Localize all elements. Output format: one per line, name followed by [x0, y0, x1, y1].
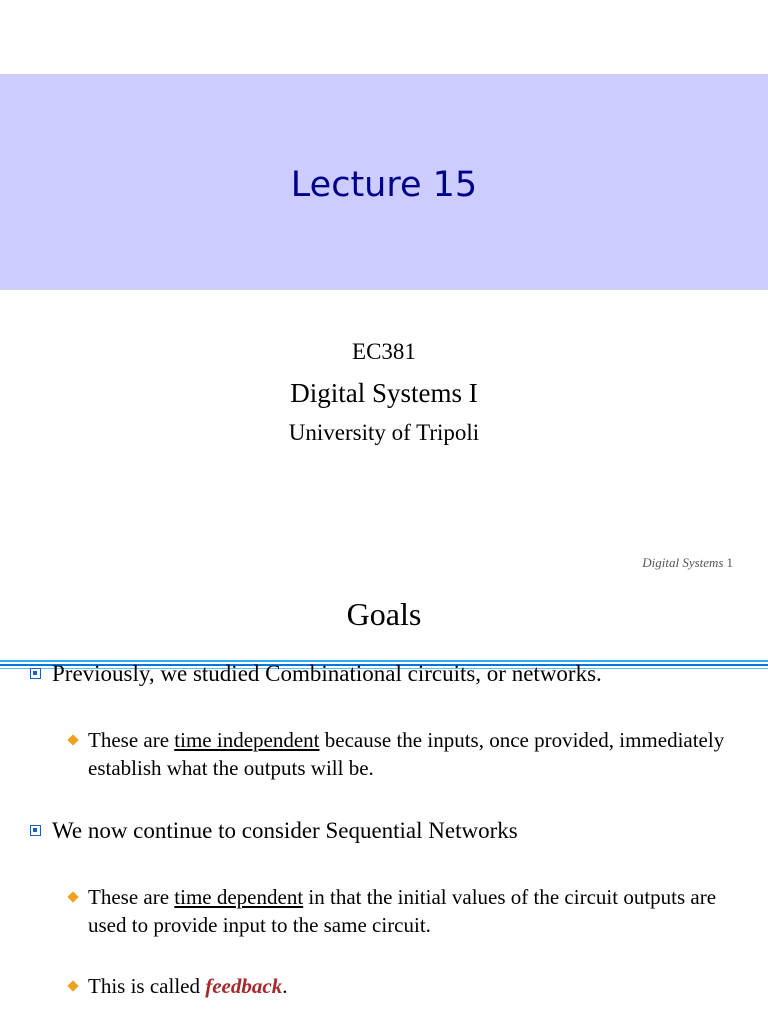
diamond-bullet-icon — [67, 734, 78, 745]
goal-item-text: We now continue to consider Sequential Networks — [52, 818, 518, 843]
goal-subitem-1-1 — [66, 726, 726, 782]
lecture-title: Lecture 15 — [290, 165, 478, 205]
slide-footer — [642, 554, 733, 572]
footer-page-number: 1 — [726, 555, 733, 570]
underlined-term: time independent — [174, 728, 320, 752]
emphasis-term: feedback — [205, 974, 283, 998]
goal-subitem-text: These are time dependent in that the initial values of the circuit outputs are used to provide input to the same circuit. — [88, 885, 717, 937]
goal-subitem-text: This is called feedback. — [88, 974, 288, 998]
goal-item-1 — [30, 660, 602, 688]
underlined-term: time dependent — [174, 885, 304, 909]
university-name: University of Tripoli — [288, 420, 480, 445]
course-code: EC381 — [352, 339, 416, 364]
goal-item-text: Previously, we studied Combinational circuits, or networks. — [52, 661, 602, 686]
course-name: Digital Systems I — [290, 378, 478, 408]
footer-label: Digital Systems — [642, 555, 724, 570]
goal-item-2 — [30, 817, 518, 845]
goal-subitem-2-1 — [66, 883, 726, 939]
goal-subitem-text: These are time independent because the inputs, once provided, immediately establish what the outputs will be. — [88, 728, 725, 780]
diamond-bullet-icon — [67, 980, 78, 991]
square-bullet-icon — [30, 668, 41, 679]
square-bullet-icon — [30, 825, 41, 836]
goals-heading: Goals — [346, 596, 422, 632]
goal-subitem-2-2 — [66, 972, 726, 1000]
diamond-bullet-icon — [67, 891, 78, 902]
